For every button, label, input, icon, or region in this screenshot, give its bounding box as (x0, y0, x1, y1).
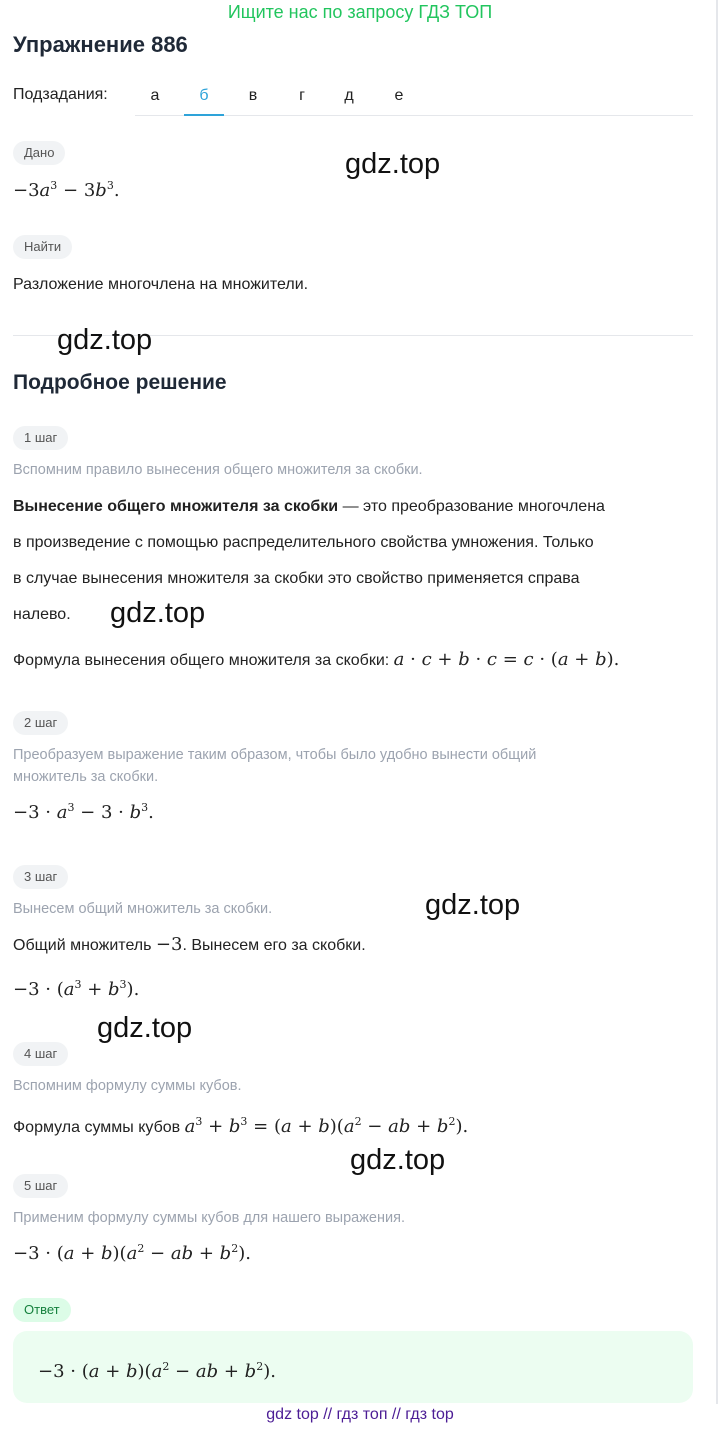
hint-line: Преобразуем выражение таким образом, чтобы было удобно вынести общий (13, 747, 537, 763)
step-5-badge (13, 1174, 68, 1198)
tab-b[interactable]: б (184, 83, 224, 116)
step-label: 5 шаг (13, 1174, 68, 1198)
step-2-hint (13, 744, 536, 788)
tab-a[interactable]: а (150, 87, 160, 104)
page-title: Упражнение 886 (13, 32, 188, 57)
answer-expression: $-3 \cdot (a + b)(a^2$ − ab + $b^2$). (38, 1360, 276, 1382)
step-1-formula (13, 642, 619, 679)
step-5-hint: Применим формулу суммы кубов для нашего выражения. (13, 1210, 405, 1226)
solution-title: Подробное решение (13, 371, 227, 394)
subtasks-label: Подзадания: (13, 86, 108, 103)
tab-e[interactable]: е (394, 87, 404, 104)
given-badge (13, 141, 65, 165)
step-3-badge (13, 865, 68, 889)
text-part: . Вынесем его за скобки. (182, 937, 366, 954)
watermark: gdz.top (57, 324, 153, 356)
given-label: Дано (13, 141, 65, 165)
step-4-text (13, 1104, 468, 1146)
watermark: gdz.top (97, 1012, 193, 1044)
step-1-badge (13, 426, 68, 450)
find-badge (13, 235, 72, 259)
distributive-formula: a · c + b · c = c · (a + b). (393, 649, 620, 670)
step-2-expression: $-3 \cdot a^3 - 3 \cdot b^3$. (13, 801, 154, 823)
search-banner: Ищите нас по запросу ГДЗ ТОП (227, 2, 493, 22)
step-3-hint: Вынесем общий множитель за скобки. (13, 901, 273, 917)
formula-label: Формула вынесения общего множителя за скобки: (13, 652, 394, 669)
scrollbar-track[interactable] (716, 0, 718, 1404)
step-3-text: Общий множитель −3. Вынесем его за скобки. (13, 934, 366, 955)
hint-line: множитель за скобки. (13, 769, 159, 785)
watermark: gdz.top (425, 889, 521, 921)
given-expression: $-3a^3 - 3b^3$. (13, 179, 120, 201)
definition-line: в случае вынесения множителя за скобки это свойство применяется справа (13, 570, 580, 587)
step-label: 3 шаг (13, 865, 68, 889)
answer-badge (13, 1298, 71, 1322)
watermark: gdz.top (110, 597, 206, 629)
answer-label: Ответ (13, 1298, 71, 1322)
find-text: Разложение многочлена на множители. (13, 276, 309, 293)
definition-line: налево. (13, 606, 71, 623)
sum-of-cubes-formula: $a^3 + b^3 = (a + b)(a^2$ − ab + $b^2$). (184, 1115, 469, 1137)
watermark: gdz.top (345, 148, 441, 180)
step-5-expression: $-3 \cdot (a + b)(a^2$ − ab + $b^2$). (13, 1242, 251, 1264)
watermark: gdz.top (350, 1144, 446, 1176)
step-4-badge (13, 1042, 68, 1066)
definition-line: в произведение с помощью распределительного свойства умножения. Только (13, 534, 594, 551)
definition-term: Вынесение общего множителя за скобки (13, 498, 339, 515)
step-label: 2 шаг (13, 711, 68, 735)
step-label: 1 шаг (13, 426, 68, 450)
step-3-expression: $-3 \cdot (a^3 + b^3)$. (13, 978, 140, 1000)
subtasks-bar (13, 83, 693, 116)
step-label: 4 шаг (13, 1042, 68, 1066)
step-1-hint: Вспомним правило вынесения общего множителя за скобки. (13, 462, 423, 478)
tab-v[interactable]: в (248, 87, 258, 104)
footer-links[interactable]: gdz top // гдз топ // гдз top (266, 1406, 454, 1423)
tab-g[interactable]: г (299, 87, 305, 104)
text-part: Формула суммы кубов (13, 1119, 185, 1136)
tab-d[interactable]: д (344, 87, 354, 104)
definition-rest: — это преобразование многочлена (338, 498, 605, 515)
step-2-badge (13, 711, 68, 735)
find-label: Найти (13, 235, 72, 259)
text-part: Общий множитель (13, 937, 156, 954)
step-4-hint: Вспомним формулу суммы кубов. (13, 1078, 242, 1094)
